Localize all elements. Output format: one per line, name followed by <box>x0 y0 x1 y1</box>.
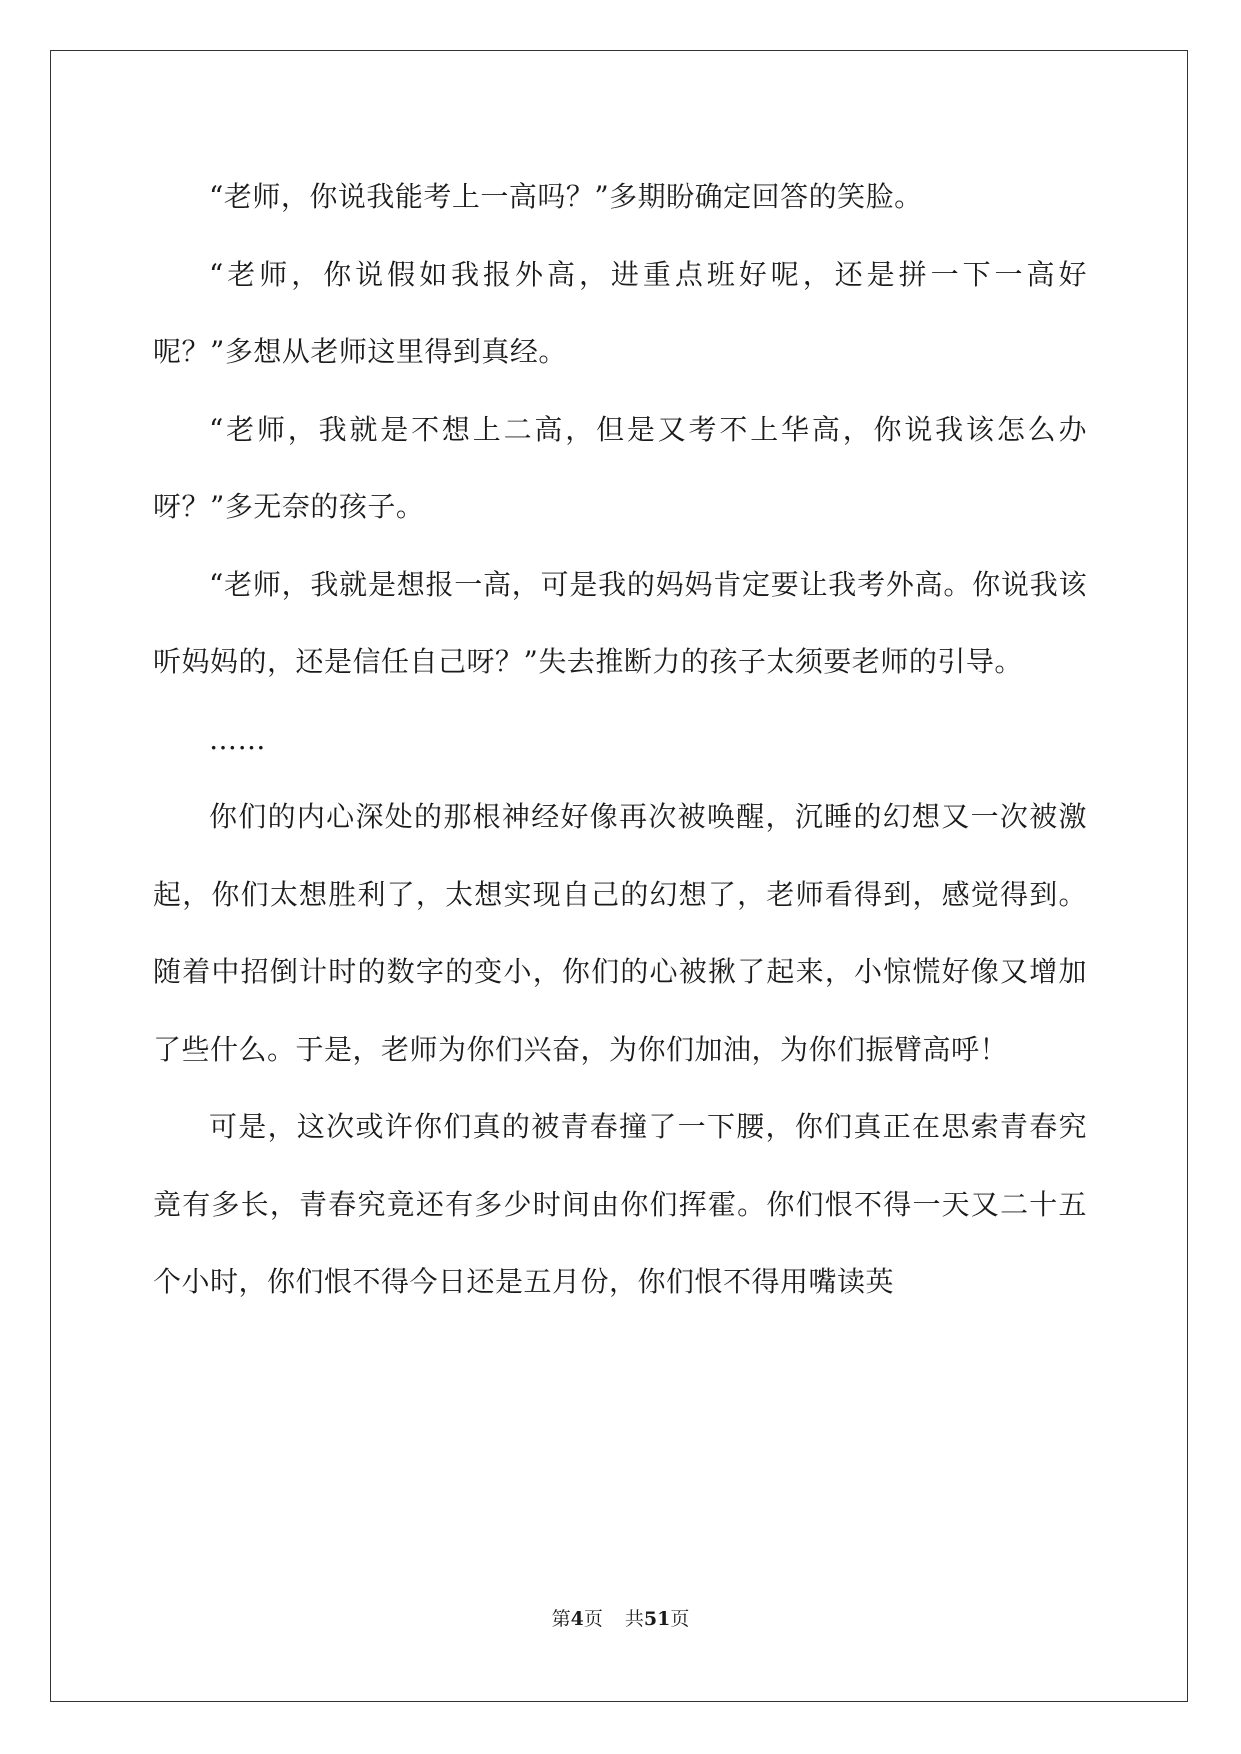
page-suffix: 页 <box>583 1608 603 1630</box>
paragraph-2: “老师，你说假如我报外高，进重点班好呢，还是拼一下一高好呢？”多想从老师这里得到真经。 <box>153 257 1087 368</box>
total-prefix: 共 <box>624 1608 644 1630</box>
paragraph-1: “老师，你说我能考上一高吗？”多期盼确定回答的笑脸。 <box>209 180 923 213</box>
paragraph-ellipsis: …… <box>209 722 266 756</box>
total-pages: 51 <box>643 1608 671 1630</box>
total-suffix: 页 <box>670 1608 690 1630</box>
paragraph-5: 你们的内心深处的那根神经好像再次被唤醒，沉睡的幻想又一次被激起，你们太想胜利了，太想实现自己的幻想了，老师看得到，感觉得到。随着中招倒计时的数字的变小，你们的心被揪了起来，小惊慌好像又增加了些什么。于是，老师为你们兴奋，为你们加油，为你们振臂高呼！ <box>153 800 1087 1066</box>
paragraph-6: 可是，这次或许你们真的被青春撞了一下腰，你们真正在思索青春究竟有多长，青春究竟还有多少时间由你们挥霍。你们恨不得一天又二十五个小时，你们恨不得今日还是五月份，你们恨不得用嘴读英 <box>153 1110 1087 1298</box>
page-number: 4 <box>570 1608 584 1630</box>
page-prefix: 第 <box>551 1608 571 1630</box>
page-footer <box>0 1607 1241 1631</box>
document-body <box>153 158 1087 1321</box>
paragraph-3: “老师，我就是不想上二高，但是又考不上华高，你说我该怎么办呀？”多无奈的孩子。 <box>153 412 1087 523</box>
paragraph-4: “老师，我就是想报一高，可是我的妈妈肯定要让我考外高。你说我该听妈妈的，还是信任自己呀？”失去推断力的孩子太须要老师的引导。 <box>153 567 1087 678</box>
